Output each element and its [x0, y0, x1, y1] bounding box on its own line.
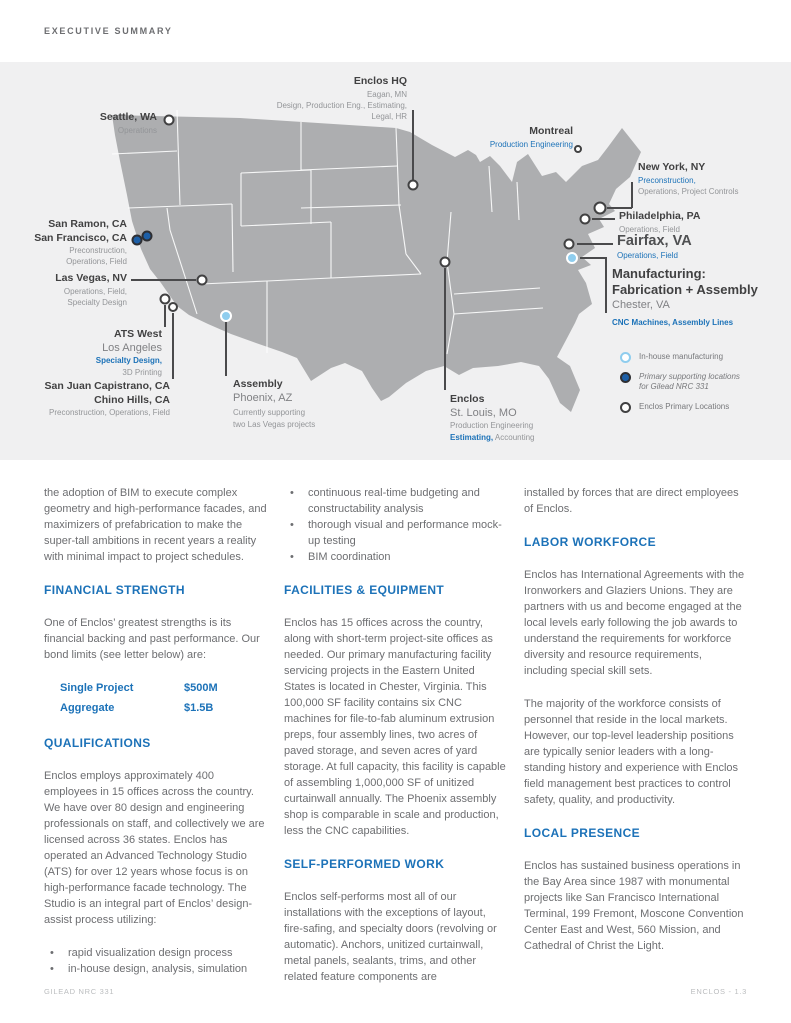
- primary-supporting-icon: [620, 372, 631, 383]
- heading-labor-workforce: LABOR WORKFORCE: [524, 535, 656, 549]
- article-columns: [44, 485, 747, 1002]
- paragraph: installed by forces that are direct employees of Enclos.: [524, 487, 739, 515]
- legend-item-primary: Enclos Primary Locations: [620, 402, 785, 413]
- connector-newyork-h: [607, 207, 632, 209]
- map-label-sanjuan: San Juan Capistrano, CA Chino Hills, CA Preconstruction, Operations, Field: [44, 380, 170, 418]
- us-map-landmass: [112, 115, 641, 412]
- map-label-sanfrancisco: San Ramon, CA San Francisco, CA Preconstruction, Operations, Field: [34, 218, 127, 267]
- map-label-montreal: Montreal Production Engineering: [489, 125, 573, 149]
- connector-stlouis: [444, 268, 446, 390]
- map-label-lasvegas: Las Vegas, NV Operations, Field, Specialty Design: [55, 272, 127, 307]
- page-title: EXECUTIVE SUMMARY: [44, 26, 173, 36]
- connector-atswest: [164, 305, 166, 327]
- marker-seattle: [164, 115, 175, 126]
- bond-limits-table: [60, 680, 267, 716]
- marker-stlouis: [440, 257, 451, 268]
- marker-newyork: [594, 202, 607, 215]
- qualifications-bullet-list: [44, 945, 267, 977]
- bullet-item: • continuous real-time budgeting and constructability analysis: [284, 485, 507, 517]
- bullet-item: • rapid visualization design process: [44, 945, 267, 961]
- map-label-seattle: Seattle, WA Operations: [99, 111, 157, 135]
- marker-philadelphia: [580, 214, 591, 225]
- map-label-manufacturing: Manufacturing: Fabrication + Assembly Chester, VA CNC Machines, Assembly Lines: [612, 266, 758, 327]
- footer-page-number: ENCLOS - 1.3: [690, 987, 747, 996]
- bullet-item: • thorough visual and performance mock-up testing: [284, 517, 507, 549]
- marker-sanfrancisco: [142, 231, 153, 242]
- map-label-assembly: Assembly Phoenix, AZ Currently supporting two Las Vegas projects: [233, 378, 316, 429]
- heading-self-performed-work: SELF-PERFORMED WORK: [284, 857, 445, 871]
- map-label-atswest: ATS West Los Angeles Specialty Design, 3D Printing: [95, 328, 162, 377]
- connector-hq: [412, 110, 414, 180]
- marker-atswest-2: [168, 302, 178, 312]
- map-legend: [620, 352, 785, 422]
- map-label-hq: Enclos HQ Eagan, MN Design, Production Eng., Estimating, Legal, HR: [276, 75, 407, 122]
- marker-eagan-hq: [408, 180, 419, 191]
- connector-phoenix: [225, 322, 227, 376]
- paragraph: Enclos employs approximately 400 employees in 15 offices across the country. We have over 80 design and engineering professionals on staff, and collectively we are licensed across 36 states. Enclos has operated an Advanced Technology Studio (ATS) for over 12 years whose focus is on high-performance facade technology. The Studio is an integral part of Enclos’ design-assist process utilizing:: [44, 770, 265, 926]
- map-label-newyork: New York, NY Preconstruction, Operations, Project Controls: [638, 161, 739, 196]
- column-3: [524, 485, 747, 1002]
- connector-sanjuan: [172, 313, 174, 379]
- legend-item-supporting: Primary supporting locations for Gilead NRC 331: [620, 372, 785, 393]
- footer-project-id: GILEAD NRC 331: [44, 987, 115, 996]
- connector-chester-h: [580, 257, 606, 259]
- primary-locations-icon: [620, 402, 631, 413]
- marker-chester: [566, 252, 578, 264]
- process-bullet-list: [284, 485, 507, 565]
- bond-row-single: Single Project $500M: [60, 682, 218, 694]
- marker-phoenix: [220, 310, 232, 322]
- marker-montreal: [574, 145, 582, 153]
- connector-philadelphia: [592, 218, 615, 220]
- paragraph: Enclos has International Agreements with the Ironworkers and Glaziers Unions. They are partners with us and become engaged at the local levels early following the job awards to understand the requirements for workforce diversity and resource requirements, including special skill sets.: [524, 569, 745, 677]
- bond-row-aggregate: Aggregate $1.5B: [60, 702, 214, 714]
- column-1: [44, 485, 267, 1002]
- connector-chester-v: [605, 257, 607, 313]
- map-label-philadelphia: Philadelphia, PA Operations, Field: [619, 210, 701, 234]
- connector-lasvegas: [131, 279, 196, 281]
- paragraph: The majority of the workforce consists of personnel that reside in the local markets. However, our top-level leadership positions are typically senior leaders with a long-standing history and experience with Enclos field management best practices to control safety, quality, and productivity.: [524, 698, 739, 806]
- map-label-stlouis: Enclos St. Louis, MO Production Engineering Estimating, Accounting: [450, 393, 535, 442]
- heading-facilities-equipment: FACILITIES & EQUIPMENT: [284, 583, 445, 597]
- bullet-item: • in-house design, analysis, simulation: [44, 961, 267, 977]
- paragraph: One of Enclos’ greatest strengths is its financial backing and past performance. Our bond limits (see letter below) are:: [44, 617, 260, 661]
- map-label-fairfax: Fairfax, VA Operations, Field: [617, 233, 692, 261]
- paragraph: the adoption of BIM to execute complex geometry and high-performance facades, and maximizers of prefabrication to make the super-tall ambitions in recent years a reality with minimal impact to project schedules.: [44, 487, 267, 563]
- heading-local-presence: LOCAL PRESENCE: [524, 826, 641, 840]
- paragraph: Enclos has 15 offices across the country, along with short-term project-site offices as needed. Our primary manufacturing facility servicing projects in the Eastern United States is located in Chester, Virginia. This 100,000 SF facility contains six CNC machines for file-to-fab aluminum extrusion preps, four assembly lines, two acres of paved storage, and seven acres of yard storage. At full capacity, this facility is capable of assembling 1,000,000 SF of unitized curtainwall annually. The Phoenix assembly shop is comparable in scale and production, less the CNC capabilities.: [284, 617, 506, 837]
- paragraph: Enclos self-performs most all of our installations with the exceptions of layout, fire-safing, and specialty doors (revolving or automatic). Anchors, unitized curtainwall, metal panels, sealants, trims, and other related feature components are: [284, 891, 497, 983]
- marker-fairfax: [564, 239, 575, 250]
- column-2: [284, 485, 507, 1002]
- bullet-item: • BIM coordination: [284, 549, 507, 565]
- marker-lasvegas: [197, 275, 208, 286]
- us-locations-map: [0, 62, 791, 460]
- page-footer: [44, 987, 747, 996]
- connector-newyork-v: [631, 182, 633, 208]
- legend-item-inhouse: In-house manufacturing: [620, 352, 785, 363]
- inhouse-manufacturing-icon: [620, 352, 631, 363]
- heading-qualifications: QUALIFICATIONS: [44, 736, 151, 750]
- heading-financial-strength: FINANCIAL STRENGTH: [44, 583, 185, 597]
- paragraph: Enclos has sustained business operations in the Bay Area since 1987 with monumental projects like San Francisco International Terminal, 199 Fremont, Moscone Convention Center East and West, 560 Mission, and Cathedral of Christ the Light.: [524, 860, 744, 952]
- connector-fairfax: [577, 243, 613, 245]
